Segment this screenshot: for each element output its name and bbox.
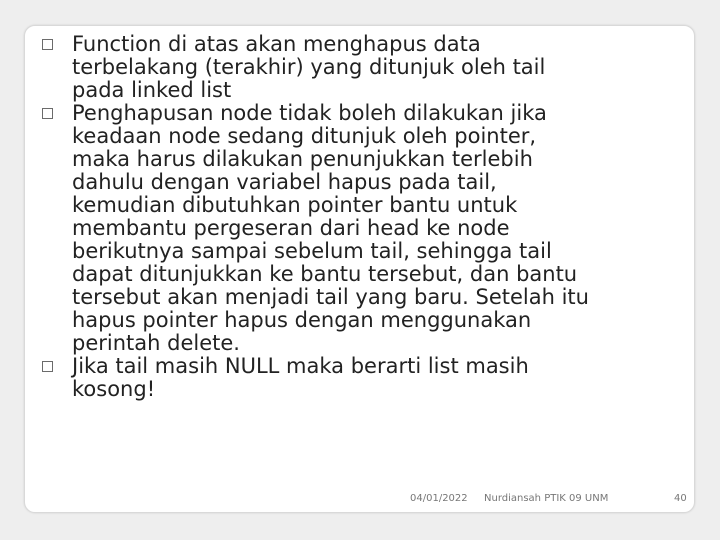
bullet-line: hapus pointer hapus dengan menggunakan xyxy=(72,308,532,332)
bullet-line: perintah delete. xyxy=(72,331,240,355)
bullet-line: berikutnya sampai sebelum tail, sehingga tail xyxy=(72,239,552,263)
bullet-line: membantu pergeseran dari head ke node xyxy=(72,216,510,240)
bullet-item xyxy=(40,102,680,355)
bullet-text xyxy=(72,355,680,401)
bullet-line: Function di atas akan menghapus data xyxy=(72,32,481,56)
bullet-line: terbelakang (terakhir) yang ditunjuk oleh tail xyxy=(72,55,546,79)
bullet-line: Jika tail masih NULL maka berarti list masih xyxy=(72,354,529,378)
bullet-line: keadaan node sedang ditunjuk oleh pointer, xyxy=(72,124,537,148)
bullet-list xyxy=(40,33,680,401)
slide-number: 40 xyxy=(674,493,687,504)
square-bullet-icon xyxy=(42,361,53,372)
square-bullet-icon xyxy=(42,39,53,50)
bullet-line: tersebut akan menjadi tail yang baru. Setelah itu xyxy=(72,285,589,309)
bullet-line: kosong! xyxy=(72,377,156,401)
bullet-line: pada linked list xyxy=(72,78,232,102)
bullet-text xyxy=(72,102,680,355)
footer-date: 04/01/2022 xyxy=(410,493,468,504)
bullet-text xyxy=(72,33,680,102)
square-bullet-icon xyxy=(42,108,53,119)
footer-author: Nurdiansah PTIK 09 UNM xyxy=(484,493,609,504)
bullet-item xyxy=(40,33,680,102)
bullet-line: dapat ditunjukkan ke bantu tersebut, dan bantu xyxy=(72,262,578,286)
bullet-item xyxy=(40,355,680,401)
bullet-line: Penghapusan node tidak boleh dilakukan jika xyxy=(72,101,547,125)
bullet-line: kemudian dibutuhkan pointer bantu untuk xyxy=(72,193,518,217)
bullet-line: maka harus dilakukan penunjukkan terlebih xyxy=(72,147,533,171)
bullet-line: dahulu dengan variabel hapus pada tail, xyxy=(72,170,497,194)
